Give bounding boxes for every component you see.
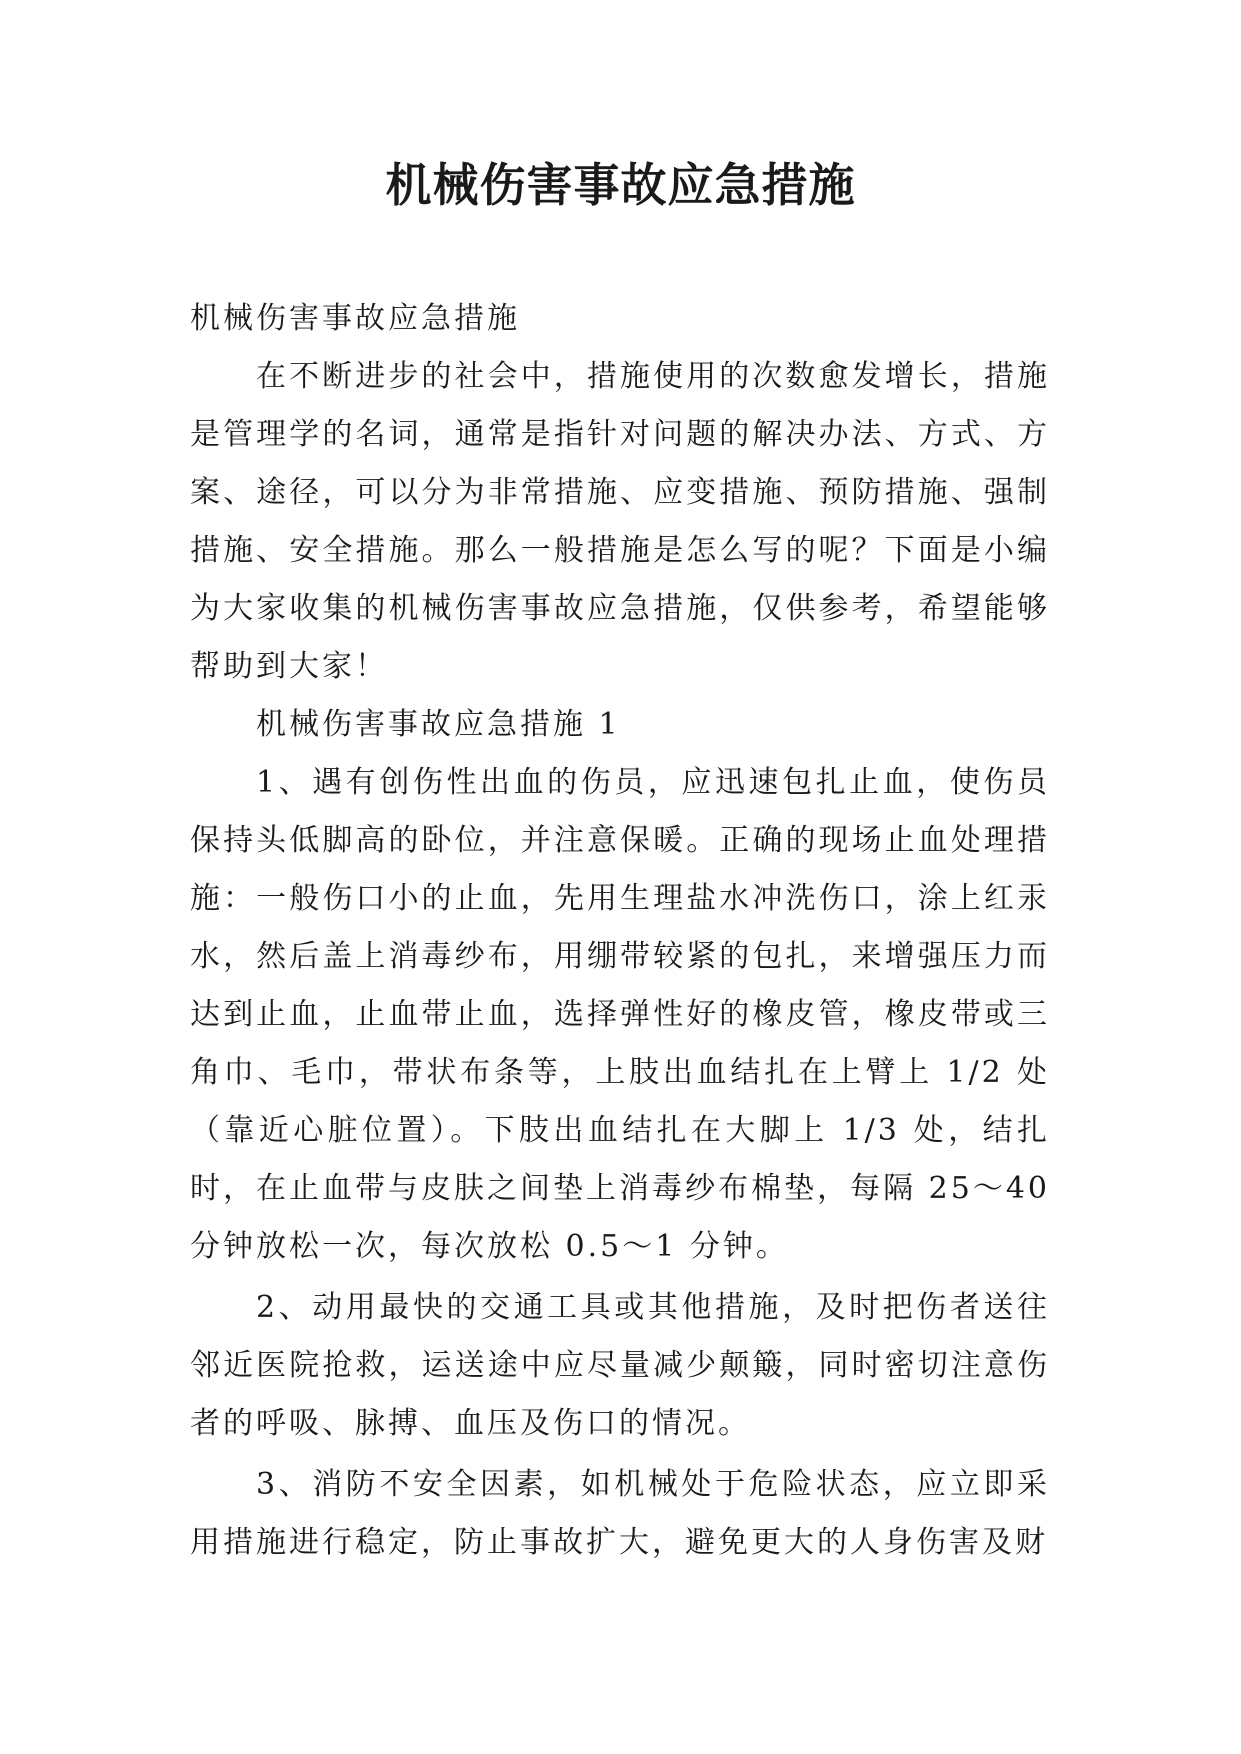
document-body (190, 290, 1050, 1572)
paragraph-item-3: 3、消防不安全因素，如机械处于危险状态，应立即采用措施进行稳定，防止事故扩大，避免更大的人身伤害及财 (190, 1467, 1050, 1560)
paragraph-item-2: 2、动用最快的交通工具或其他措施，及时把伤者送往邻近医院抢救，运送途中应尽量减少颠簸，同时密切注意伤者的呼吸、脉搏、血压及伤口的情况。 (190, 1290, 1050, 1441)
intro-paragraph: 在不断进步的社会中，措施使用的次数愈发增长，措施是管理学的名词，通常是指针对问题的解决办法、方式、方案、途径，可以分为非常措施、应变措施、预防措施、强制措施、安全措施。那么一般措施是怎么写的呢？下面是小编为大家收集的机械伤害事故应急措施，仅供参考，希望能够帮助到大家！ (190, 359, 1050, 684)
document-subtitle: 机械伤害事故应急措施 (190, 301, 520, 336)
section-heading: 机械伤害事故应急措施 1 (256, 707, 621, 742)
document-title: 机械伤害事故应急措施 (385, 158, 856, 212)
paragraph-item-1: 1、遇有创伤性出血的伤员，应迅速包扎止血，使伤员保持头低脚高的卧位，并注意保暖。正确的现场止血处理措施：一般伤口小的止血，先用生理盐水冲洗伤口，涂上红汞水，然后盖上消毒纱布，用绷带较紧的包扎，来增强压力而达到止血，止血带止血，选择弹性好的橡皮管，橡皮带或三角巾、毛巾，带状布条等，上肢出血结扎在上臂上 1/2 处（靠近心脏位置）。下肢出血结扎在大脚上 1/3 处，结扎时，在止血带与皮肤之间垫上消毒纱布棉垫，每隔 25～40 分钟放松一次，每次放松 0.5～1 分钟。 (190, 765, 1050, 1264)
